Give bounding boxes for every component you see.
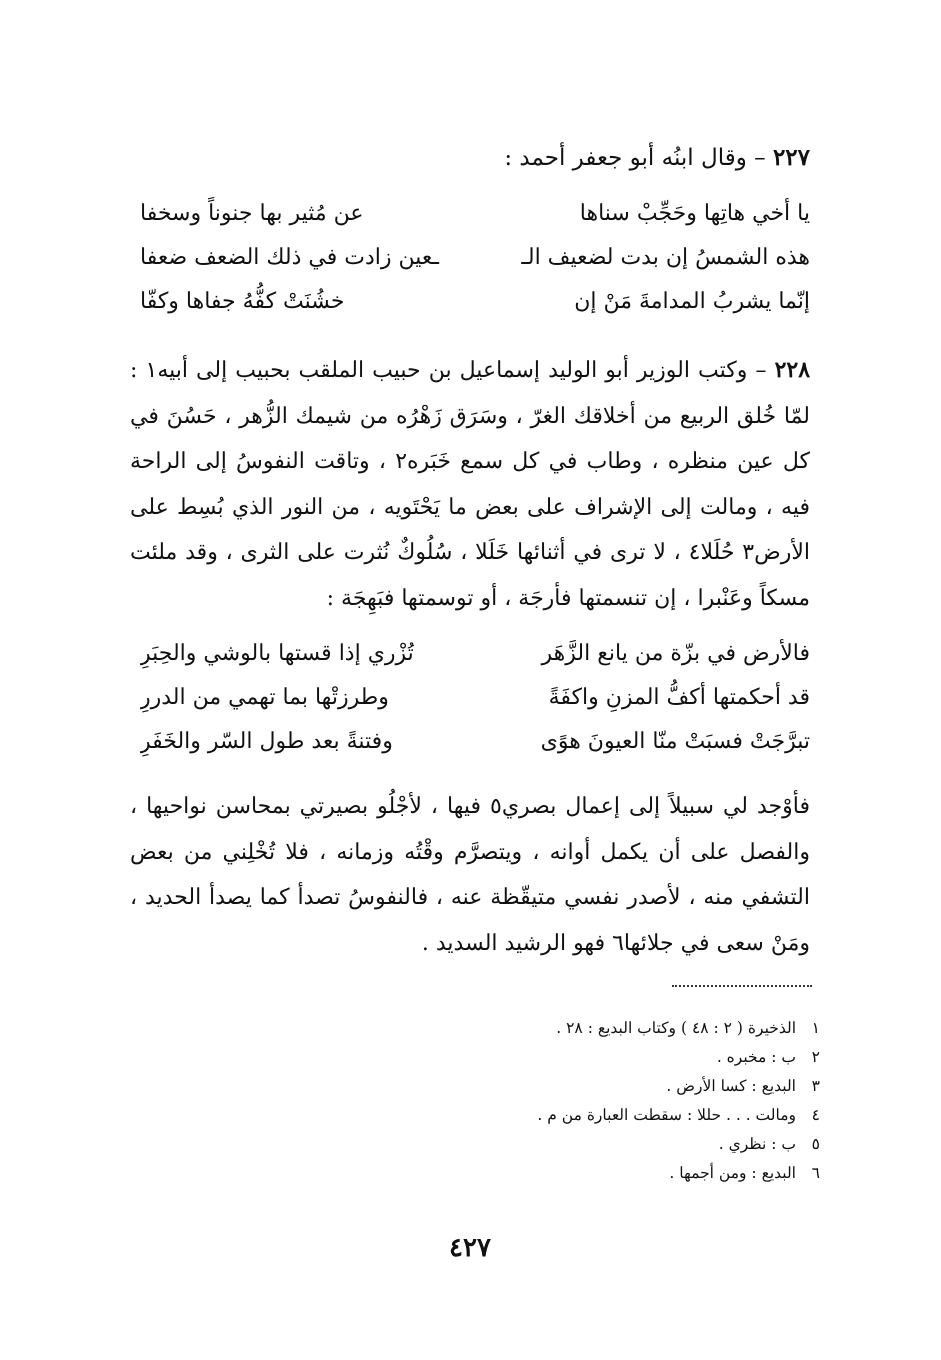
verse-second-hemistich: ـعين زادت في ذلك الضعف ضعفا xyxy=(140,245,439,270)
poem-verse xyxy=(140,676,810,720)
verse-second-hemistich: خشُنَتْ كفُّهُ جفاها وكفّا xyxy=(140,289,345,314)
verse-first-hemistich: إنّما يشربُ المدامةَ مَنْ إن xyxy=(574,289,810,314)
verse-second-hemistich: وطرزتْها بما تهمي من الدررِ xyxy=(140,685,389,710)
entry-228-dash: – xyxy=(755,358,767,383)
entry-228-poem xyxy=(140,632,810,764)
poem-verse xyxy=(140,720,810,764)
verse-first-hemistich: هذه الشمسُ إن بدت لضعيف الـ xyxy=(521,245,810,270)
entry-228-number: ٢٢٨ xyxy=(774,357,811,383)
footnote xyxy=(380,1043,820,1072)
poem-verse xyxy=(140,280,810,324)
footnote-text: البديع : كسا الأرض . xyxy=(666,1077,796,1095)
entry-227-heading xyxy=(130,138,810,178)
verse-second-hemistich: تُزْري إذا قستها بالوشي والحِبَرِ xyxy=(140,641,414,666)
footnote xyxy=(380,1014,820,1043)
footnote-text: البديع : ومن أجمها . xyxy=(669,1164,796,1182)
poem-verse xyxy=(140,632,810,676)
verse-first-hemistich: فالأرض في بزّة من يانع الزَّهَر xyxy=(541,641,810,666)
footnote-text: ب : مخبره . xyxy=(716,1048,796,1066)
verse-first-hemistich: يا أخي هاتِها وحَجِّبْ سناها xyxy=(579,201,810,226)
footnote-separator xyxy=(672,985,812,987)
entry-228-body: وكتب الوزير أبو الوليد إسماعيل بن حبيب الملقب بحبيب إلى أبيه١ : لمّا خُلق الربيع من أخلاقك الغرّ ، وسَرَق زَهْرُه من شيمك الزُّهر ، حَسُنَ في كل عين منظره ، وطاب في كل سمع خَبَره٢ ، وتاقت النفوسُ إلى الراحة فيه ، ومالت إلى الإشراف على بعض ما يَحْتَويه ، من النور الذي بُسِط على الأرض٣ حُلَلا٤ ، لا ترى في أثنائها خَلَلا ، سُلُوكٌ نُثرت على الثرى ، وقد ملئت مسكاً وعَنْبرا ، إن تنسمتها فأرجَة ، أو توسمتها فبَهِجَة : xyxy=(130,358,810,611)
poem-verse xyxy=(140,192,810,236)
footnote-number: ٦ xyxy=(811,1164,820,1182)
verse-first-hemistich: قد أحكمتها أكفُّ المزنِ واكفَةً xyxy=(548,685,810,710)
verse-second-hemistich: عن مُثير بها جنوناً وسخفا xyxy=(140,201,364,226)
entry-227-dash: – xyxy=(754,145,766,171)
entry-227-poem xyxy=(140,192,810,324)
footnote xyxy=(380,1072,820,1101)
footnotes xyxy=(380,1014,820,1188)
entry-228-text xyxy=(130,348,810,621)
footnote xyxy=(380,1159,820,1188)
entry-227-number: ٢٢٧ xyxy=(772,144,810,171)
poem-verse xyxy=(140,236,810,280)
footnote-number: ٤ xyxy=(811,1106,820,1124)
footnote-number: ١ xyxy=(811,1019,820,1037)
footnote-text: الذخيرة ( ٢ : ٤٨ ) وكتاب البديع : ٢٨ . xyxy=(556,1019,796,1037)
footnote xyxy=(380,1101,820,1130)
verse-second-hemistich: وفتنةً بعد طول السّر والخَفَرِ xyxy=(140,729,393,754)
footnote-text: ب : نظري . xyxy=(718,1135,796,1153)
footnote-number: ٥ xyxy=(811,1135,820,1153)
footnote-number: ٣ xyxy=(811,1077,820,1095)
footnote xyxy=(380,1130,820,1159)
verse-first-hemistich: تبرَّجَتْ فسبَتْ منّا العيونَ هوًى xyxy=(540,729,810,754)
footnote-text: ومالت . . . حللا : سقطت العبارة من م . xyxy=(537,1106,796,1124)
entry-227-intro: وقال ابنُه أبو جعفر أحمد : xyxy=(504,145,747,171)
footnote-number: ٢ xyxy=(811,1048,820,1066)
page-number: ٤٢٧ xyxy=(449,1233,491,1263)
entry-228-closing: فأوْجد لي سبيلاً إلى إعمال بصري٥ فيها ، لأجْلُو بصيرتي بمحاسن نواحيها ، والفصل على أن يكمل أوانه ، ويتصرَّم وقْتُه وزمانه ، فلا تُخْلِني من بعض التشفي منه ، لأصدر نفسي متيقّظة عنه ، فالنفوسُ تصدأ كما يصدأ الحديد ، ومَنْ سعى في جلائها٦ فهو الرشيد السديد . xyxy=(130,794,810,956)
